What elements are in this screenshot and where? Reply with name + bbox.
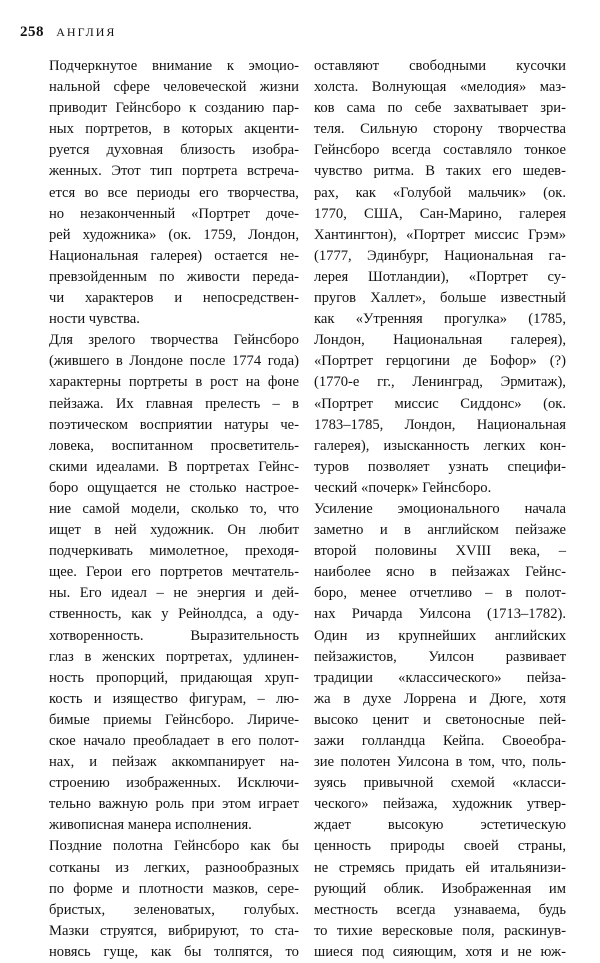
text-line: зие полотен Уилсона в том, что, поль- <box>314 754 566 771</box>
text-line: (жившего в Лондоне после 1774 года) <box>49 353 299 370</box>
text-line: «Портрет герцогини де Бофор» (?) <box>314 353 566 370</box>
text-line: Хантингтон), «Портрет миссис Грэм» <box>314 226 566 243</box>
text-line: бристых, зеленоватых, голубых. <box>49 901 299 918</box>
text-line: новясь гуще, как бы толпятся, то <box>49 943 299 960</box>
text-line: рах, как «Голубой мальчик» (ок. <box>314 184 566 201</box>
text-line: ны. Его идеал – не энергия и дей- <box>49 585 299 602</box>
text-line: по форме и плотности мазков, сере- <box>49 880 299 897</box>
text-line: теля. Сильную сторону творчества <box>314 121 566 138</box>
text-line: бимые приемы Гейнсборо. Лириче- <box>49 711 299 728</box>
text-line: ность пропорций, придающая хруп- <box>49 669 299 686</box>
text-line: подчеркивать мимолетное, преходя- <box>49 543 299 560</box>
text-line: кость и изящество фигурам, – лю- <box>49 690 299 707</box>
text-line: ждает высокую эстетическую <box>314 817 566 834</box>
text-line: характерны портреты в рост на фоне <box>49 374 299 391</box>
text-line: нальной сфере человеческой жизни <box>49 79 299 96</box>
page-header <box>20 24 116 41</box>
text-line: хотворенность. Выразительность <box>49 627 299 644</box>
text-line: Для зрелого творчества Гейнсборо <box>49 332 299 349</box>
text-line: глаз в женских портретах, удлинен- <box>49 648 299 665</box>
text-line: холста. Волнующая «мелодия» маз- <box>314 79 566 96</box>
left-text-column <box>49 56 299 963</box>
text-line: «Портрет миссис Сиддонс» (ок. <box>314 395 566 412</box>
text-line: женных. Этот тип портрета встреча- <box>49 163 299 180</box>
text-line: (1777, Эдинбург, Национальная га- <box>314 247 566 264</box>
text-line: скими идеалами. В портретах Гейнс- <box>49 458 299 475</box>
text-line: чувство ритма. В таких его шедев- <box>314 163 566 180</box>
running-head: АНГЛИЯ <box>56 25 117 39</box>
text-line: традиции «классического» пейза- <box>314 669 566 686</box>
text-line: второй половины XVIII века, – <box>314 543 566 560</box>
text-line: жа в духе Лоррена и Дюге, хотя <box>314 690 566 707</box>
page-number: 258 <box>20 24 44 40</box>
text-line: превзойденным по живости переда- <box>49 268 299 285</box>
text-line: Национальная галерея) остается не- <box>49 247 299 264</box>
text-line: Один из крупнейших английских <box>314 627 566 644</box>
right-text-column <box>314 56 566 963</box>
text-line: не стремясь придать ей итальянизи- <box>314 859 566 876</box>
text-line: сотканы из легких, разнообразных <box>49 859 299 876</box>
text-line: Лондон, Национальная галерея), <box>314 332 566 349</box>
text-line: щее. Герои его портретов мечтатель- <box>49 564 299 581</box>
text-line: шиеся под сияющим, хотя и не юж- <box>314 943 566 960</box>
text-line: приводит Гейнсборо к созданию пар- <box>49 100 299 117</box>
text-line: нах, и пейзаж аккомпанирует на- <box>49 754 299 771</box>
text-line: зажи голландца Кейпа. Своеобра- <box>314 733 566 749</box>
text-line: высоко ценит и светоносные пей- <box>314 711 566 728</box>
text-line: Поздние полотна Гейнсборо как бы <box>49 838 299 855</box>
text-line: то тихие вересковые поля, раскинув- <box>314 922 566 939</box>
text-line: живописная манера исполнения. <box>49 817 252 834</box>
text-line: пейзажистов, Уилсон развивает <box>314 648 566 665</box>
text-line: ков сама по себе захватывает зри- <box>314 100 566 117</box>
text-line: (1770-е гг., Ленинград, Эрмитаж), <box>314 374 566 391</box>
text-line: ности чувства. <box>49 311 140 328</box>
text-line: но незаконченный «Портрет доче- <box>49 205 299 222</box>
text-line: Гейнсборо всегда составляло тонкое <box>314 142 566 159</box>
text-line: чи характеров и непосредствен- <box>49 290 299 307</box>
text-line: рующий облик. Изображенная им <box>314 880 566 897</box>
text-line: ловека, воспитанном просветитель- <box>49 437 299 454</box>
text-line: пейзажа. Их главная прелесть – в <box>49 395 299 412</box>
text-line: нах Ричарда Уилсона (1713–1782). <box>314 606 566 623</box>
text-line: заметно и в английском пейзаже <box>314 522 566 539</box>
text-line: 1770, США, Сан-Марино, галерея <box>314 205 566 222</box>
text-line: Усиление эмоционального начала <box>314 500 566 517</box>
text-line: поэтическом восприятии натуры че- <box>49 416 299 433</box>
text-line: боро, менее отчетливо – в полот- <box>314 585 566 602</box>
text-line: лерея Шотландии), «Портрет су- <box>314 268 566 285</box>
text-line: ценность природы своей страны, <box>314 838 566 855</box>
text-line: ственность, как у Рейнолдса, а оду- <box>49 606 299 623</box>
text-line: пругов Халлет», больше известный <box>314 290 566 307</box>
text-line: туров позволяет узнать специфи- <box>314 458 566 475</box>
text-line: ческого» пейзажа, художник утвер- <box>314 796 566 813</box>
text-line: боро ощущается не столько настрое- <box>49 479 299 496</box>
text-line: рей художника» (ок. 1759, Лондон, <box>49 226 299 243</box>
text-line: Подчеркнутое внимание к эмоцио- <box>49 58 299 74</box>
text-line: зуясь привычной схемой «класси- <box>314 775 566 792</box>
text-line: Мазки струятся, вибрируют, то ста- <box>49 922 299 939</box>
text-line: ческий «почерк» Гейнсборо. <box>314 479 492 496</box>
text-line: ных портретов, в которых акценти- <box>49 121 299 138</box>
text-line: как «Утренняя прогулка» (1785, <box>314 311 566 328</box>
text-line: наиболее ясно в пейзажах Гейнс- <box>314 564 566 581</box>
text-line: руется духовная близость изобра- <box>49 142 299 159</box>
text-line: ское начало преобладает в его полот- <box>49 733 299 749</box>
text-line: оставляют свободными кусочки <box>314 58 566 74</box>
text-line: галерея), изысканность легких кон- <box>314 437 566 454</box>
text-line: тельно важную роль при этом играет <box>49 796 299 813</box>
text-line: 1783–1785, Лондон, Национальная <box>314 416 566 433</box>
text-line: ние самой модели, сколько то, что <box>49 500 299 517</box>
text-line: строению изображенных. Исключи- <box>49 775 299 792</box>
text-line: ется во все периоды его творчества, <box>49 184 299 201</box>
text-line: ищет в ней художник. Он любит <box>49 522 299 539</box>
text-line: местность всегда узнаваема, будь <box>314 901 566 918</box>
